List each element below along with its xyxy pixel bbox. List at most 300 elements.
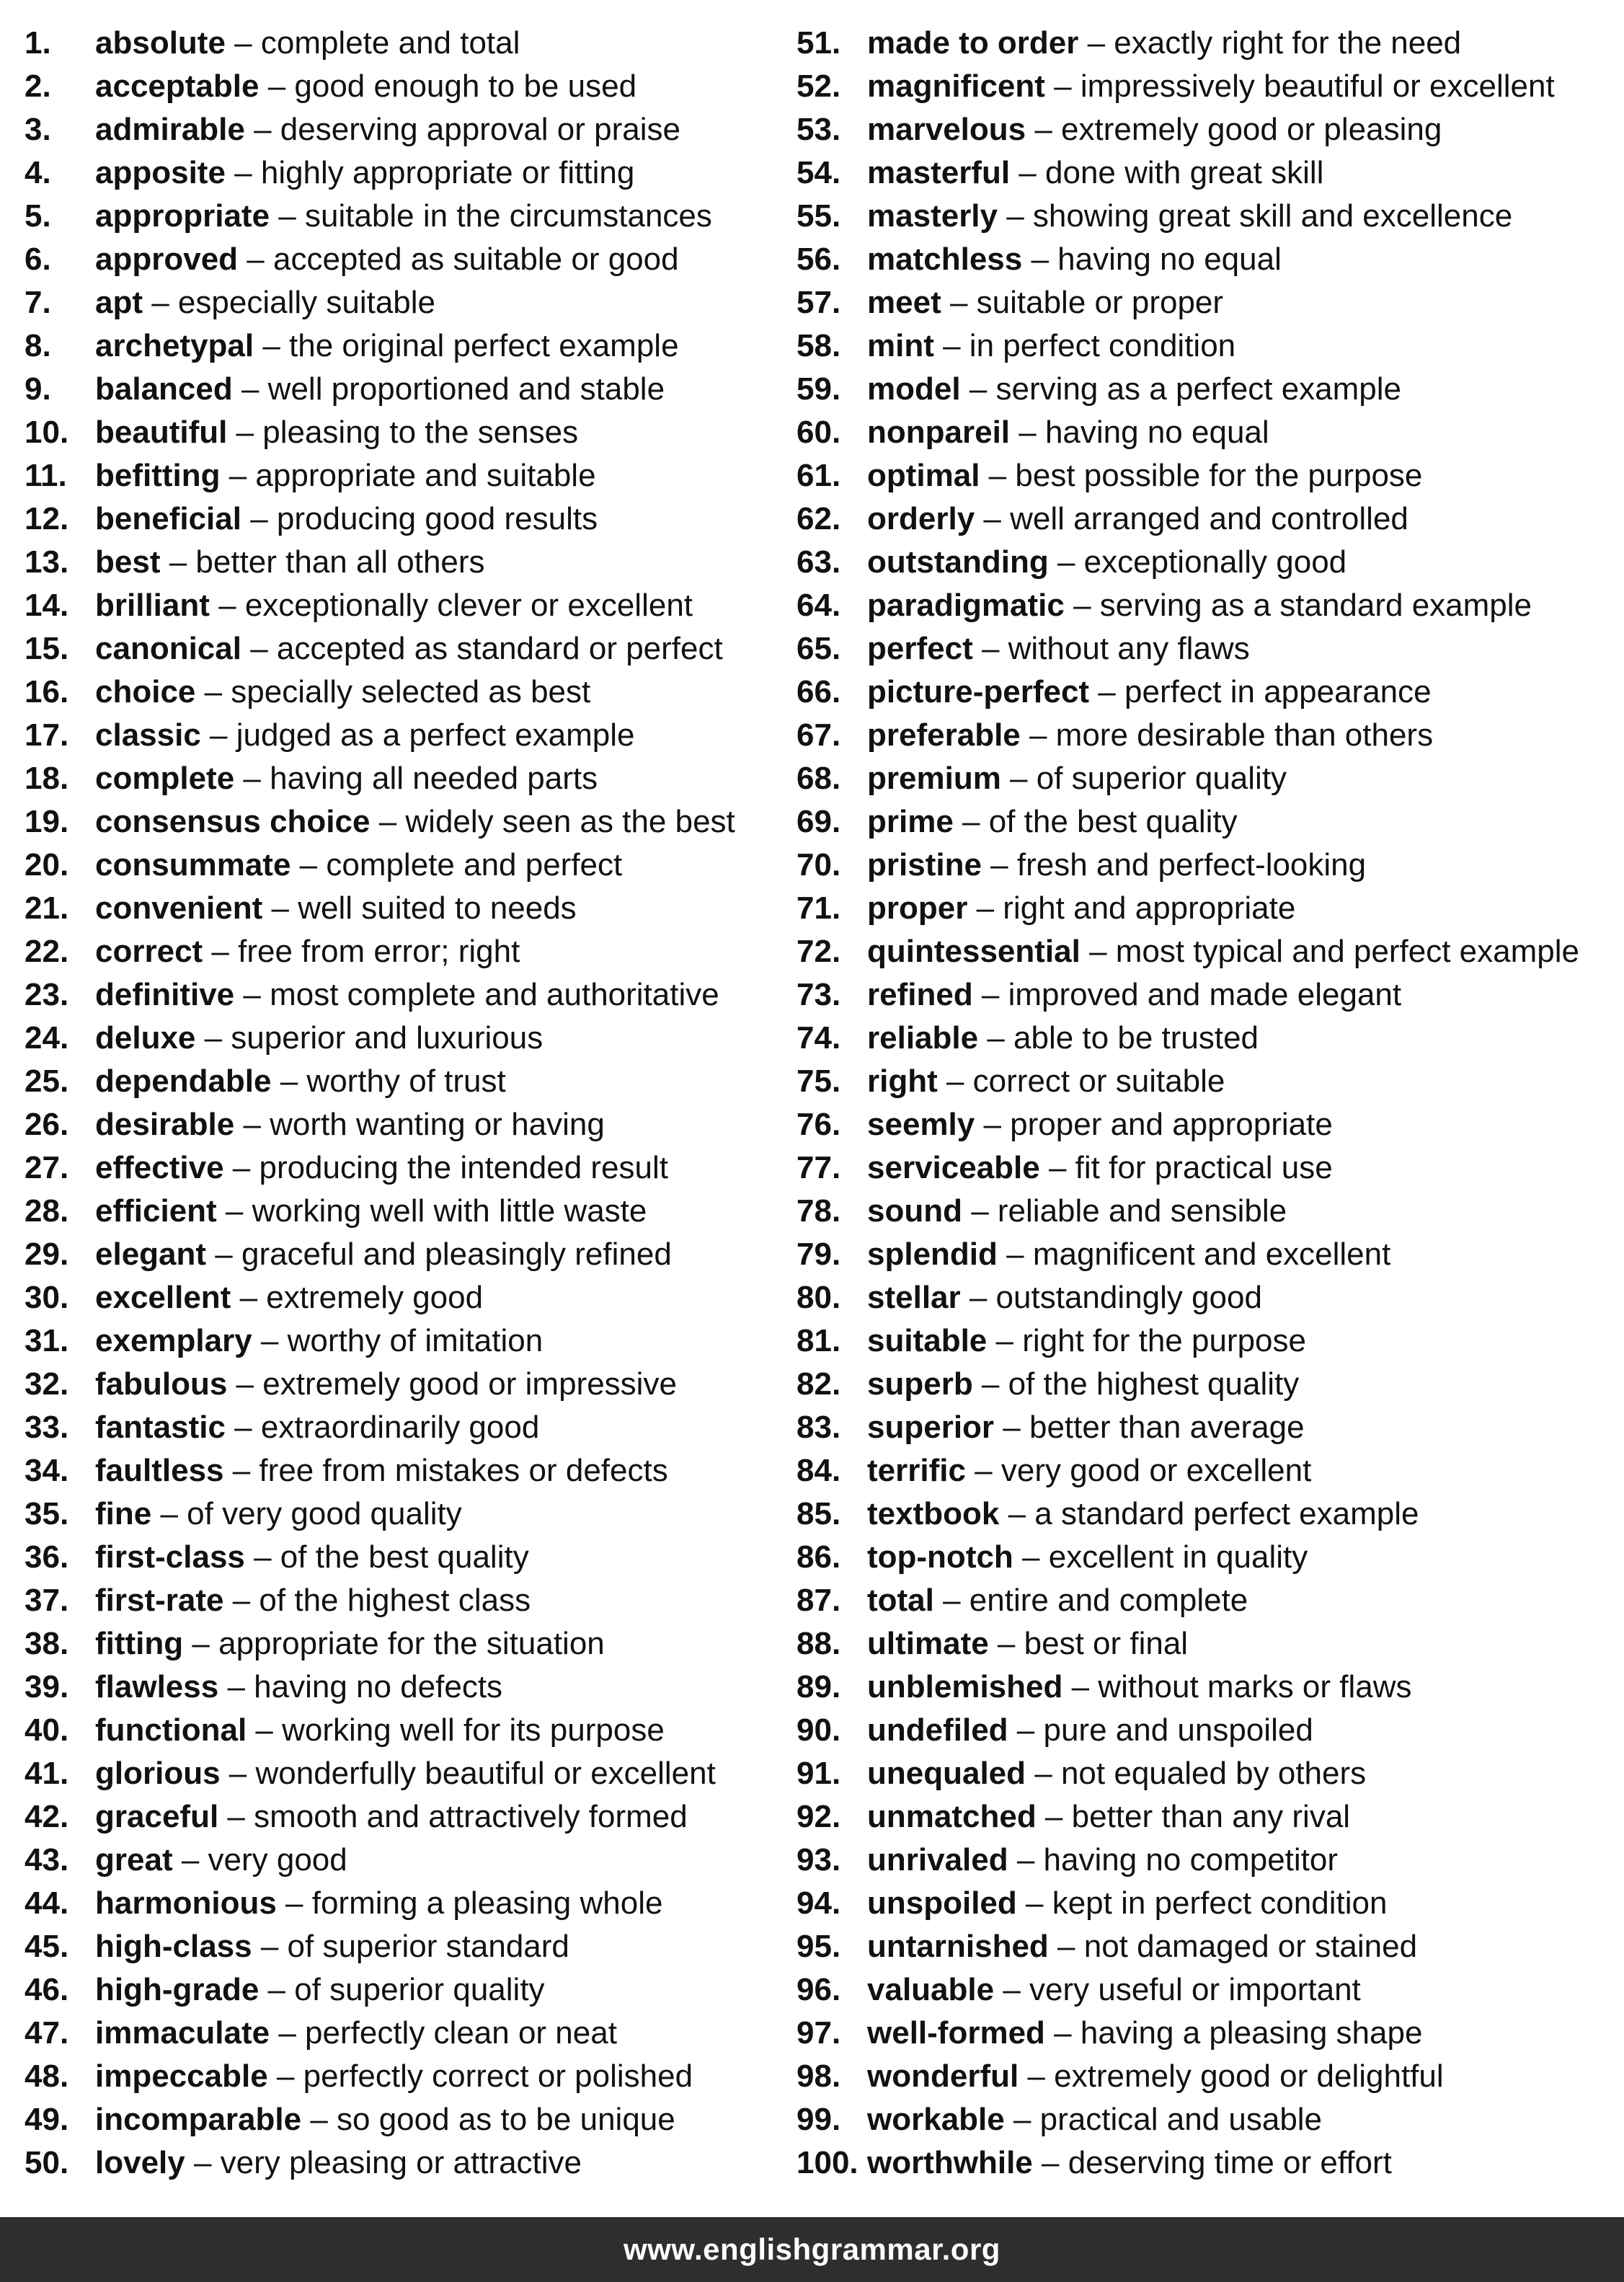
- list-item: [25, 1579, 735, 1622]
- item-number: 86.: [797, 1539, 841, 1575]
- item-number: 66.: [797, 674, 841, 709]
- item-definition: – deserving approval or praise: [244, 112, 680, 147]
- list-item: [25, 1968, 735, 2012]
- item-word: proper: [867, 890, 968, 926]
- list-item: [797, 238, 1579, 281]
- item-definition: – having no equal: [1022, 242, 1282, 277]
- item-number: 67.: [797, 717, 841, 753]
- item-number: 54.: [797, 155, 841, 190]
- list-item: [25, 1492, 735, 1536]
- list-item: [25, 2141, 735, 2185]
- item-number: 2.: [25, 68, 51, 104]
- item-word: seemly: [867, 1107, 975, 1142]
- item-definition: – of the best quality: [244, 1539, 529, 1575]
- item-definition: – having no competitor: [1008, 1842, 1339, 1878]
- item-word: unmatched: [867, 1799, 1037, 1834]
- list-item: [797, 1795, 1579, 1839]
- item-number: 100.: [797, 2145, 858, 2180]
- list-item: [797, 1579, 1579, 1622]
- item-definition: – entire and complete: [933, 1583, 1248, 1618]
- item-definition: – a standard perfect example: [999, 1496, 1419, 1531]
- item-word: canonical: [95, 631, 241, 666]
- item-word: fabulous: [95, 1366, 228, 1402]
- item-number: 19.: [25, 804, 69, 839]
- item-word: archetypal: [95, 328, 254, 363]
- item-definition: – extremely good or delightful: [1019, 2058, 1444, 2094]
- item-word: acceptable: [95, 68, 259, 104]
- item-number: 1.: [25, 25, 51, 61]
- item-number: 59.: [797, 371, 841, 407]
- item-word: well-formed: [867, 2015, 1045, 2051]
- item-number: 39.: [25, 1669, 69, 1704]
- list-item: [797, 1103, 1579, 1146]
- list-item: [797, 973, 1579, 1017]
- item-definition: – accepted as standard or perfect: [241, 631, 723, 666]
- list-item: [25, 2055, 735, 2098]
- list-item: [25, 1406, 735, 1449]
- item-word: orderly: [867, 501, 975, 536]
- item-definition: – especially suitable: [143, 285, 436, 320]
- list-item: [797, 454, 1579, 497]
- item-number: 75.: [797, 1063, 841, 1099]
- list-item: [797, 1319, 1579, 1363]
- item-word: admirable: [95, 112, 245, 147]
- list-item: [797, 1882, 1579, 1925]
- list-item: [25, 454, 735, 497]
- item-number: 88.: [797, 1626, 841, 1661]
- item-definition: – extremely good: [231, 1280, 484, 1315]
- item-definition: – most complete and authoritative: [234, 977, 719, 1012]
- list-item: [797, 65, 1579, 108]
- item-word: excellent: [95, 1280, 231, 1315]
- item-word: picture-perfect: [867, 674, 1090, 709]
- item-definition: – better than any rival: [1036, 1799, 1351, 1834]
- list-item: [25, 1017, 735, 1060]
- item-number: 65.: [797, 631, 841, 666]
- item-number: 73.: [797, 977, 841, 1012]
- item-definition: – of the best quality: [953, 804, 1238, 839]
- item-definition: – wonderfully beautiful or excellent: [220, 1756, 716, 1791]
- item-word: total: [867, 1583, 934, 1618]
- item-number: 3.: [25, 112, 51, 147]
- item-word: outstanding: [867, 544, 1049, 580]
- list-item: [25, 930, 735, 973]
- item-word: unblemished: [867, 1669, 1063, 1704]
- item-word: correct: [95, 934, 203, 969]
- list-item: [25, 22, 735, 65]
- item-word: ultimate: [867, 1626, 989, 1661]
- item-number: 50.: [25, 2145, 69, 2180]
- item-word: nonpareil: [867, 415, 1011, 450]
- list-item: [25, 1839, 735, 1882]
- item-number: 43.: [25, 1842, 69, 1878]
- list-item: [25, 800, 735, 844]
- item-definition: – best possible for the purpose: [980, 458, 1423, 493]
- item-definition: – very useful or important: [994, 1972, 1361, 2007]
- item-number: 99.: [797, 2102, 841, 2137]
- item-word: top-notch: [867, 1539, 1013, 1575]
- item-word: appropriate: [95, 198, 270, 234]
- item-word: lovely: [95, 2145, 185, 2180]
- item-word: faultless: [95, 1453, 224, 1488]
- item-number: 62.: [797, 501, 841, 536]
- item-number: 46.: [25, 1972, 69, 2007]
- item-word: textbook: [867, 1496, 1000, 1531]
- list-item: [25, 108, 735, 151]
- item-word: serviceable: [867, 1150, 1040, 1185]
- list-item: [797, 1276, 1579, 1319]
- item-word: apt: [95, 285, 143, 320]
- item-word: meet: [867, 285, 941, 320]
- list-item: [25, 65, 735, 108]
- list-item: [797, 151, 1579, 195]
- item-number: 90.: [797, 1712, 841, 1748]
- item-word: reliable: [867, 1020, 979, 1056]
- item-word: first-class: [95, 1539, 245, 1575]
- item-number: 45.: [25, 1929, 69, 1964]
- item-definition: – pleasing to the senses: [227, 415, 579, 450]
- item-word: magnificent: [867, 68, 1045, 104]
- item-word: preferable: [867, 717, 1021, 753]
- list-item: [797, 1449, 1579, 1492]
- item-word: masterful: [867, 155, 1011, 190]
- item-number: 30.: [25, 1280, 69, 1315]
- item-word: beautiful: [95, 415, 228, 450]
- item-number: 82.: [797, 1366, 841, 1402]
- item-definition: – of superior quality: [259, 1972, 545, 2007]
- list-item: [25, 887, 735, 930]
- list-item: [25, 151, 735, 195]
- list-item: [25, 1233, 735, 1276]
- list-item: [25, 1276, 735, 1319]
- item-definition: – better than all others: [160, 544, 485, 580]
- list-item: [25, 1925, 735, 1968]
- item-number: 28.: [25, 1193, 69, 1229]
- list-item: [797, 1190, 1579, 1233]
- item-definition: – working well with little waste: [216, 1193, 647, 1229]
- item-number: 32.: [25, 1366, 69, 1402]
- item-word: paradigmatic: [867, 588, 1065, 623]
- list-item: [797, 930, 1579, 973]
- item-definition: – of the highest class: [223, 1583, 531, 1618]
- item-word: sound: [867, 1193, 962, 1229]
- item-definition: – exactly right for the need: [1078, 25, 1462, 61]
- list-item: [797, 1622, 1579, 1666]
- list-item: [25, 1319, 735, 1363]
- item-definition: – most typical and perfect example: [1080, 934, 1579, 969]
- list-item: [25, 1882, 735, 1925]
- item-number: 10.: [25, 415, 69, 450]
- item-number: 69.: [797, 804, 841, 839]
- item-word: glorious: [95, 1756, 221, 1791]
- item-word: made to order: [867, 25, 1079, 61]
- item-number: 37.: [25, 1583, 69, 1618]
- item-definition: – well suited to needs: [262, 890, 577, 926]
- item-word: marvelous: [867, 112, 1026, 147]
- item-definition: – more desirable than others: [1020, 717, 1434, 753]
- list-item: [797, 887, 1579, 930]
- item-number: 60.: [797, 415, 841, 450]
- item-definition: – improved and made elegant: [972, 977, 1402, 1012]
- item-definition: – free from error; right: [203, 934, 520, 969]
- item-number: 49.: [25, 2102, 69, 2137]
- item-definition: – proper and appropriate: [975, 1107, 1333, 1142]
- item-definition: – fresh and perfect-looking: [981, 847, 1367, 883]
- item-word: incomparable: [95, 2102, 302, 2137]
- item-definition: – having all needed parts: [234, 761, 598, 796]
- list-item: [25, 627, 735, 671]
- item-definition: – in perfect condition: [933, 328, 1236, 363]
- item-word: befitting: [95, 458, 221, 493]
- item-definition: – complete and perfect: [290, 847, 623, 883]
- item-number: 92.: [797, 1799, 841, 1834]
- item-word: matchless: [867, 242, 1023, 277]
- item-word: workable: [867, 2102, 1005, 2137]
- list-item: [797, 714, 1579, 757]
- item-number: 93.: [797, 1842, 841, 1878]
- item-word: quintessential: [867, 934, 1081, 969]
- list-item: [25, 411, 735, 454]
- list-item: [797, 1406, 1579, 1449]
- item-definition: – able to be trusted: [978, 1020, 1259, 1056]
- item-word: brilliant: [95, 588, 210, 623]
- item-definition: – done with great skill: [1010, 155, 1324, 190]
- item-number: 42.: [25, 1799, 69, 1834]
- item-number: 47.: [25, 2015, 69, 2051]
- item-number: 81.: [797, 1323, 841, 1358]
- item-word: classic: [95, 717, 201, 753]
- item-word: balanced: [95, 371, 233, 407]
- item-number: 72.: [797, 934, 841, 969]
- list-item: [797, 1666, 1579, 1709]
- item-number: 85.: [797, 1496, 841, 1531]
- item-definition: – serving as a perfect example: [960, 371, 1402, 407]
- item-definition: – having a pleasing shape: [1044, 2015, 1423, 2051]
- item-word: consummate: [95, 847, 291, 883]
- item-word: desirable: [95, 1107, 235, 1142]
- list-item: [797, 1146, 1579, 1190]
- item-number: 87.: [797, 1583, 841, 1618]
- item-number: 58.: [797, 328, 841, 363]
- item-definition: – graceful and pleasingly refined: [206, 1237, 672, 1272]
- item-number: 97.: [797, 2015, 841, 2051]
- item-definition: – outstandingly good: [960, 1280, 1262, 1315]
- item-word: high-grade: [95, 1972, 259, 2007]
- item-word: beneficial: [95, 501, 241, 536]
- item-number: 7.: [25, 285, 51, 320]
- item-word: great: [95, 1842, 173, 1878]
- item-word: high-class: [95, 1929, 252, 1964]
- item-definition: – producing the intended result: [223, 1150, 668, 1185]
- item-number: 94.: [797, 1885, 841, 1921]
- list-item: [797, 671, 1579, 714]
- item-number: 34.: [25, 1453, 69, 1488]
- item-number: 78.: [797, 1193, 841, 1229]
- item-number: 29.: [25, 1237, 69, 1272]
- item-definition: – kept in perfect condition: [1016, 1885, 1388, 1921]
- item-word: elegant: [95, 1237, 207, 1272]
- list-item: [797, 22, 1579, 65]
- list-item: [25, 1666, 735, 1709]
- item-definition: – not equaled by others: [1026, 1756, 1367, 1791]
- item-definition: – free from mistakes or defects: [223, 1453, 668, 1488]
- list-item: [25, 1363, 735, 1406]
- item-definition: – suitable or proper: [941, 285, 1224, 320]
- item-number: 38.: [25, 1626, 69, 1661]
- item-word: harmonious: [95, 1885, 277, 1921]
- item-definition: – so good as to be unique: [301, 2102, 675, 2137]
- item-number: 11.: [25, 458, 67, 493]
- item-definition: – specially selected as best: [195, 674, 591, 709]
- item-number: 96.: [797, 1972, 841, 2007]
- item-number: 74.: [797, 1020, 841, 1056]
- item-number: 76.: [797, 1107, 841, 1142]
- item-word: choice: [95, 674, 196, 709]
- list-item: [25, 368, 735, 411]
- item-number: 21.: [25, 890, 69, 926]
- item-definition: – perfectly correct or polished: [267, 2058, 693, 2094]
- left-column: [25, 22, 735, 2185]
- item-definition: – excellent in quality: [1013, 1539, 1308, 1575]
- list-item: [25, 281, 735, 324]
- list-item: [25, 973, 735, 1017]
- item-number: 33.: [25, 1410, 69, 1445]
- footer-url[interactable]: www.englishgrammar.org: [624, 2232, 1000, 2266]
- list-item: [797, 1752, 1579, 1795]
- list-item: [25, 1622, 735, 1666]
- item-word: best: [95, 544, 161, 580]
- item-number: 23.: [25, 977, 69, 1012]
- list-item: [25, 1103, 735, 1146]
- item-word: stellar: [867, 1280, 961, 1315]
- list-item: [797, 281, 1579, 324]
- item-number: 12.: [25, 501, 69, 536]
- list-item: [25, 2012, 735, 2055]
- item-number: 20.: [25, 847, 69, 883]
- list-item: [25, 497, 735, 541]
- list-item: [25, 324, 735, 368]
- list-item: [797, 411, 1579, 454]
- item-number: 63.: [797, 544, 841, 580]
- list-item: [797, 324, 1579, 368]
- item-definition: – very pleasing or attractive: [185, 2145, 582, 2180]
- item-number: 41.: [25, 1756, 69, 1791]
- item-definition: – accepted as suitable or good: [238, 242, 679, 277]
- item-word: refined: [867, 977, 973, 1012]
- item-number: 71.: [797, 890, 841, 926]
- item-definition: – good enough to be used: [259, 68, 637, 104]
- item-word: pristine: [867, 847, 982, 883]
- list-item: [797, 2098, 1579, 2141]
- item-number: 4.: [25, 155, 51, 190]
- item-definition: – of superior standard: [252, 1929, 569, 1964]
- item-definition: – pure and unspoiled: [1008, 1712, 1313, 1748]
- list-item: [797, 2012, 1579, 2055]
- item-word: wonderful: [867, 2058, 1019, 2094]
- item-word: masterly: [867, 198, 998, 234]
- list-item: [25, 2098, 735, 2141]
- list-item: [25, 671, 735, 714]
- item-word: fantastic: [95, 1410, 226, 1445]
- item-word: valuable: [867, 1972, 995, 2007]
- item-definition: – of very good quality: [151, 1496, 462, 1531]
- item-definition: – not damaged or stained: [1048, 1929, 1418, 1964]
- list-item: [797, 1839, 1579, 1882]
- item-definition: – without any flaws: [972, 631, 1250, 666]
- item-number: 36.: [25, 1539, 69, 1575]
- item-definition: – forming a pleasing whole: [276, 1885, 663, 1921]
- list-item: [797, 757, 1579, 800]
- item-definition: – working well for its purpose: [247, 1712, 665, 1748]
- item-definition: – widely seen as the best: [370, 804, 735, 839]
- item-definition: – best or final: [988, 1626, 1189, 1661]
- item-definition: – extremely good or impressive: [227, 1366, 677, 1402]
- item-word: premium: [867, 761, 1001, 796]
- item-number: 89.: [797, 1669, 841, 1704]
- list-item: [797, 1536, 1579, 1579]
- list-item: [797, 1492, 1579, 1536]
- item-word: perfect: [867, 631, 973, 666]
- list-item: [797, 800, 1579, 844]
- item-number: 56.: [797, 242, 841, 277]
- item-number: 80.: [797, 1280, 841, 1315]
- item-word: convenient: [95, 890, 263, 926]
- item-word: undefiled: [867, 1712, 1008, 1748]
- item-definition: – well arranged and controlled: [975, 501, 1408, 536]
- item-number: 17.: [25, 717, 69, 753]
- item-definition: – fit for practical use: [1039, 1150, 1333, 1185]
- item-word: unrivaled: [867, 1842, 1008, 1878]
- item-number: 70.: [797, 847, 841, 883]
- item-word: terrific: [867, 1453, 966, 1488]
- list-item: [797, 541, 1579, 584]
- item-word: superb: [867, 1366, 973, 1402]
- item-number: 52.: [797, 68, 841, 104]
- item-number: 61.: [797, 458, 841, 493]
- list-item: [797, 2141, 1579, 2185]
- item-number: 8.: [25, 328, 51, 363]
- item-word: fitting: [95, 1626, 184, 1661]
- item-word: apposite: [95, 155, 226, 190]
- item-definition: – reliable and sensible: [962, 1193, 1287, 1229]
- item-word: deluxe: [95, 1020, 196, 1056]
- item-word: immaculate: [95, 2015, 270, 2051]
- item-definition: – judged as a perfect example: [200, 717, 635, 753]
- item-definition: – without marks or flaws: [1062, 1669, 1412, 1704]
- item-definition: – the original perfect example: [254, 328, 679, 363]
- list-item: [797, 844, 1579, 887]
- item-word: dependable: [95, 1063, 272, 1099]
- item-number: 98.: [797, 2058, 841, 2094]
- list-item: [797, 1968, 1579, 2012]
- item-number: 51.: [797, 25, 841, 61]
- item-word: efficient: [95, 1193, 217, 1229]
- item-number: 48.: [25, 2058, 69, 2094]
- item-word: consensus choice: [95, 804, 370, 839]
- item-word: absolute: [95, 25, 226, 61]
- list-item: [797, 627, 1579, 671]
- item-definition: – of superior quality: [1000, 761, 1287, 796]
- item-definition: – suitable in the circumstances: [270, 198, 712, 234]
- item-definition: – impressively beautiful or excellent: [1044, 68, 1555, 104]
- item-number: 15.: [25, 631, 69, 666]
- list-item: [797, 195, 1579, 238]
- item-definition: – extraordinarily good: [225, 1410, 540, 1445]
- list-item: [797, 1017, 1579, 1060]
- list-item: [25, 541, 735, 584]
- item-word: effective: [95, 1150, 224, 1185]
- item-definition: – correct or suitable: [937, 1063, 1225, 1099]
